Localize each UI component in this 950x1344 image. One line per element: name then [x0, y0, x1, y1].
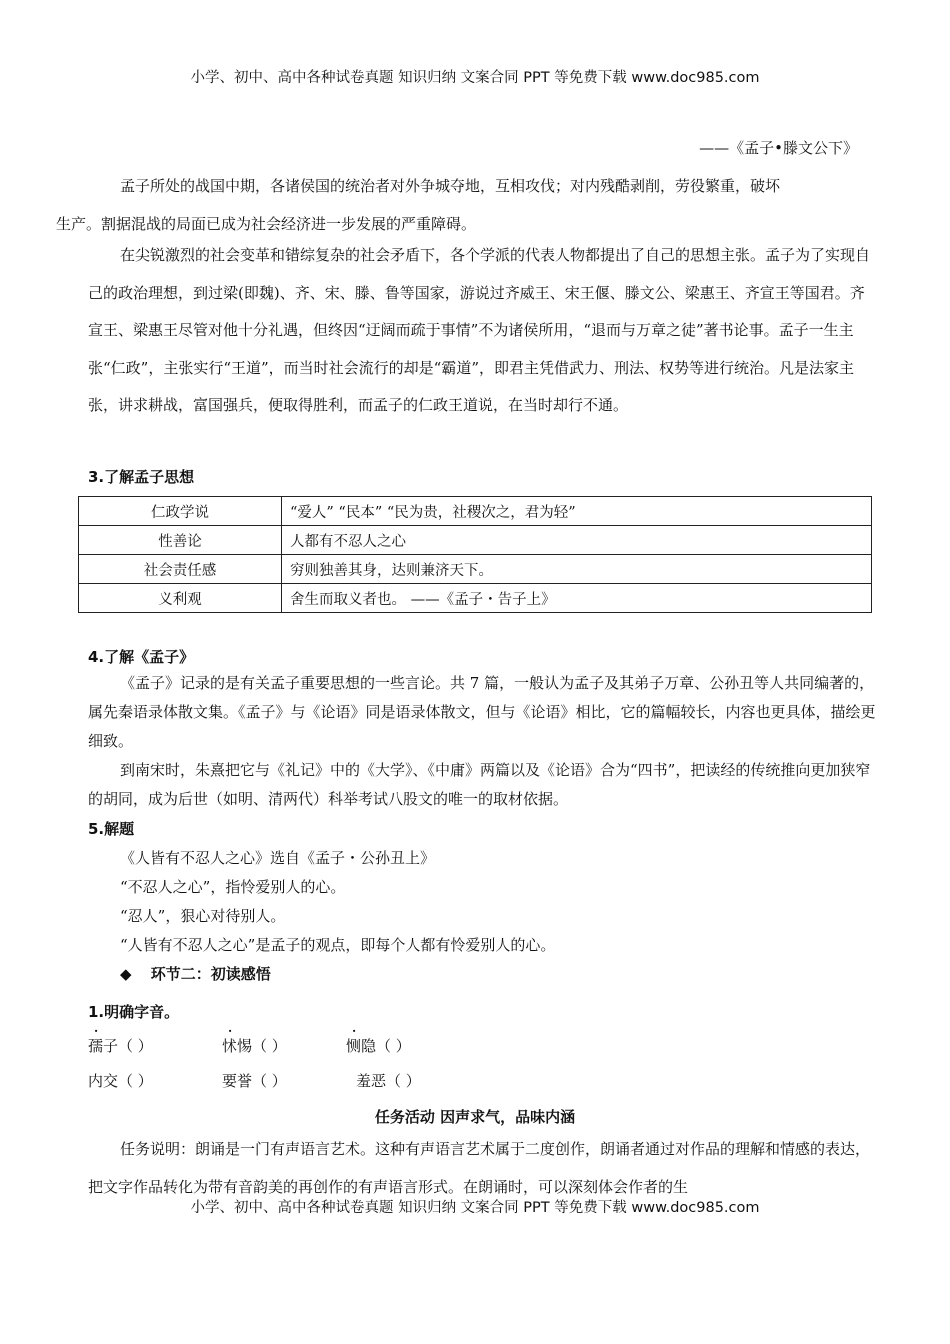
pinyin-title: 1.明确字音。: [88, 1003, 180, 1021]
task-paragraph: 任务说明：朗诵是一门有声语言艺术。这种有声语言艺术属于二度创作，朗诵者通过对作品的理解和情感的表达，把文字作品转化为带有音韵美的再创作的有声语言形式。在朗诵时，可以深刻体会作者的生: [88, 1140, 871, 1196]
pinyin-word: . 怵惕（ ）: [222, 1037, 287, 1055]
pinyin-item-2: [222, 1035, 287, 1056]
mencius-thought-table: [78, 496, 872, 613]
pinyin-item-3: [346, 1035, 411, 1056]
pinyin-item-6: 羞恶（ ）: [356, 1072, 421, 1090]
pinyin-item-4: 内交（ ）: [88, 1072, 153, 1090]
table-value: 舍生而取义者也。 ——《孟子・告子上》: [282, 584, 872, 613]
table-value: “爱人” “民本” “民为贵，社稷次之，君为轻”: [282, 497, 872, 526]
table-key: 仁政学说: [79, 497, 282, 526]
section4-title: 4.了解《孟子》: [88, 648, 195, 666]
section5-line-1: 《人皆有不忍人之心》选自《孟子・公孙丑上》: [120, 849, 436, 867]
table-row: [79, 497, 872, 526]
section4-paragraph-1: 《孟子》记录的是有关孟子重要思想的一些言论。共 7 篇，一般认为孟子及其弟子万章、公孙丑等人共同编著的，属先秦语录体散文集。《孟子》与《论语》同是语录体散文，但与《论语》相比，它的篇幅较长，内容也更具体，描绘更细致。: [88, 674, 876, 750]
table-value: 穷则独善其身，达则兼济天下。: [282, 555, 872, 584]
table-row: [79, 584, 872, 613]
table-key: 义利观: [79, 584, 282, 613]
table-key: 社会责任感: [79, 555, 282, 584]
section3-title: 3.了解孟子思想: [88, 468, 195, 486]
section5-line-2: “不忍人之心”，指怜爱别人的心。: [120, 878, 346, 896]
stage2-heading: [120, 963, 271, 984]
pinyin-word: . 恻隐（ ）: [346, 1037, 411, 1055]
source-citation: ——《孟子•滕文公下》: [699, 139, 858, 157]
section4-paragraph-2: 到南宋时，朱熹把它与《礼记》中的《大学》、《中庸》两篇以及《论语》合为“四书”，把读经的传统推向更加狭窄的胡同，成为后世（如明、清两代）科举考试八股文的唯一的取材依据。: [88, 761, 871, 808]
pinyin-item-5: 要誉（ ）: [222, 1072, 287, 1090]
table-key: 性善论: [79, 526, 282, 555]
background-p1-line1: 孟子所处的战国中期，各诸侯国的统治者对外争城夺地，互相攻伐；对内残酷剥削，劳役繁重，破坏: [120, 177, 781, 195]
section5-line-4: “人皆有不忍人之心”是孟子的观点，即每个人都有怜爱别人的心。: [120, 936, 556, 954]
diamond-bullet-icon: ◆: [120, 965, 132, 983]
table-row: [79, 526, 872, 555]
pinyin-word: . 孺子（ ）: [88, 1037, 153, 1055]
background-p1-line2: 生产。割据混战的局面已成为社会经济进一步发展的严重障碍。: [56, 214, 477, 233]
stage2-title: 环节二：初读感悟: [150, 965, 271, 983]
task-title: 任务活动 因声求气，品味内涵: [374, 1108, 576, 1126]
background-paragraph-1: [56, 168, 876, 243]
pinyin-item-1: [88, 1035, 153, 1056]
section5-line-3: “忍人”，狠心对待别人。: [120, 907, 286, 925]
table-value: 人都有不忍人之心: [282, 526, 872, 555]
page-header: 小学、初中、高中各种试卷真题 知识归纳 文案合同 PPT 等免费下载 www.doc985.com: [190, 70, 760, 86]
table-row: [79, 555, 872, 584]
section5-title: 5.解题: [88, 820, 135, 838]
page-footer: 小学、初中、高中各种试卷真题 知识归纳 文案合同 PPT 等免费下载 www.doc985.com: [190, 1200, 760, 1216]
background-paragraph-2: 在尖锐激烈的社会变革和错综复杂的社会矛盾下，各个学派的代表人物都提出了自己的思想主张。孟子为了实现自己的政治理想，到过梁(即魏)、齐、宋、滕、鲁等国家，游说过齐威王、宋王偃、滕文公、梁惠王、齐宣王等国君。齐宣王、梁惠王尽管对他十分礼遇，但终因“迂阔而疏于事情”不为诸侯所用，“退而与万章之徒”著书论事。孟子一生主张“仁政”，主张实行“王道”，而当时社会流行的却是“霸道”，即君主凭借武力、刑法、权势等进行统治。凡是法家主张，讲求耕战，富国强兵，便取得胜利，而孟子的仁政王道说，在当时却行不通。: [88, 246, 871, 414]
